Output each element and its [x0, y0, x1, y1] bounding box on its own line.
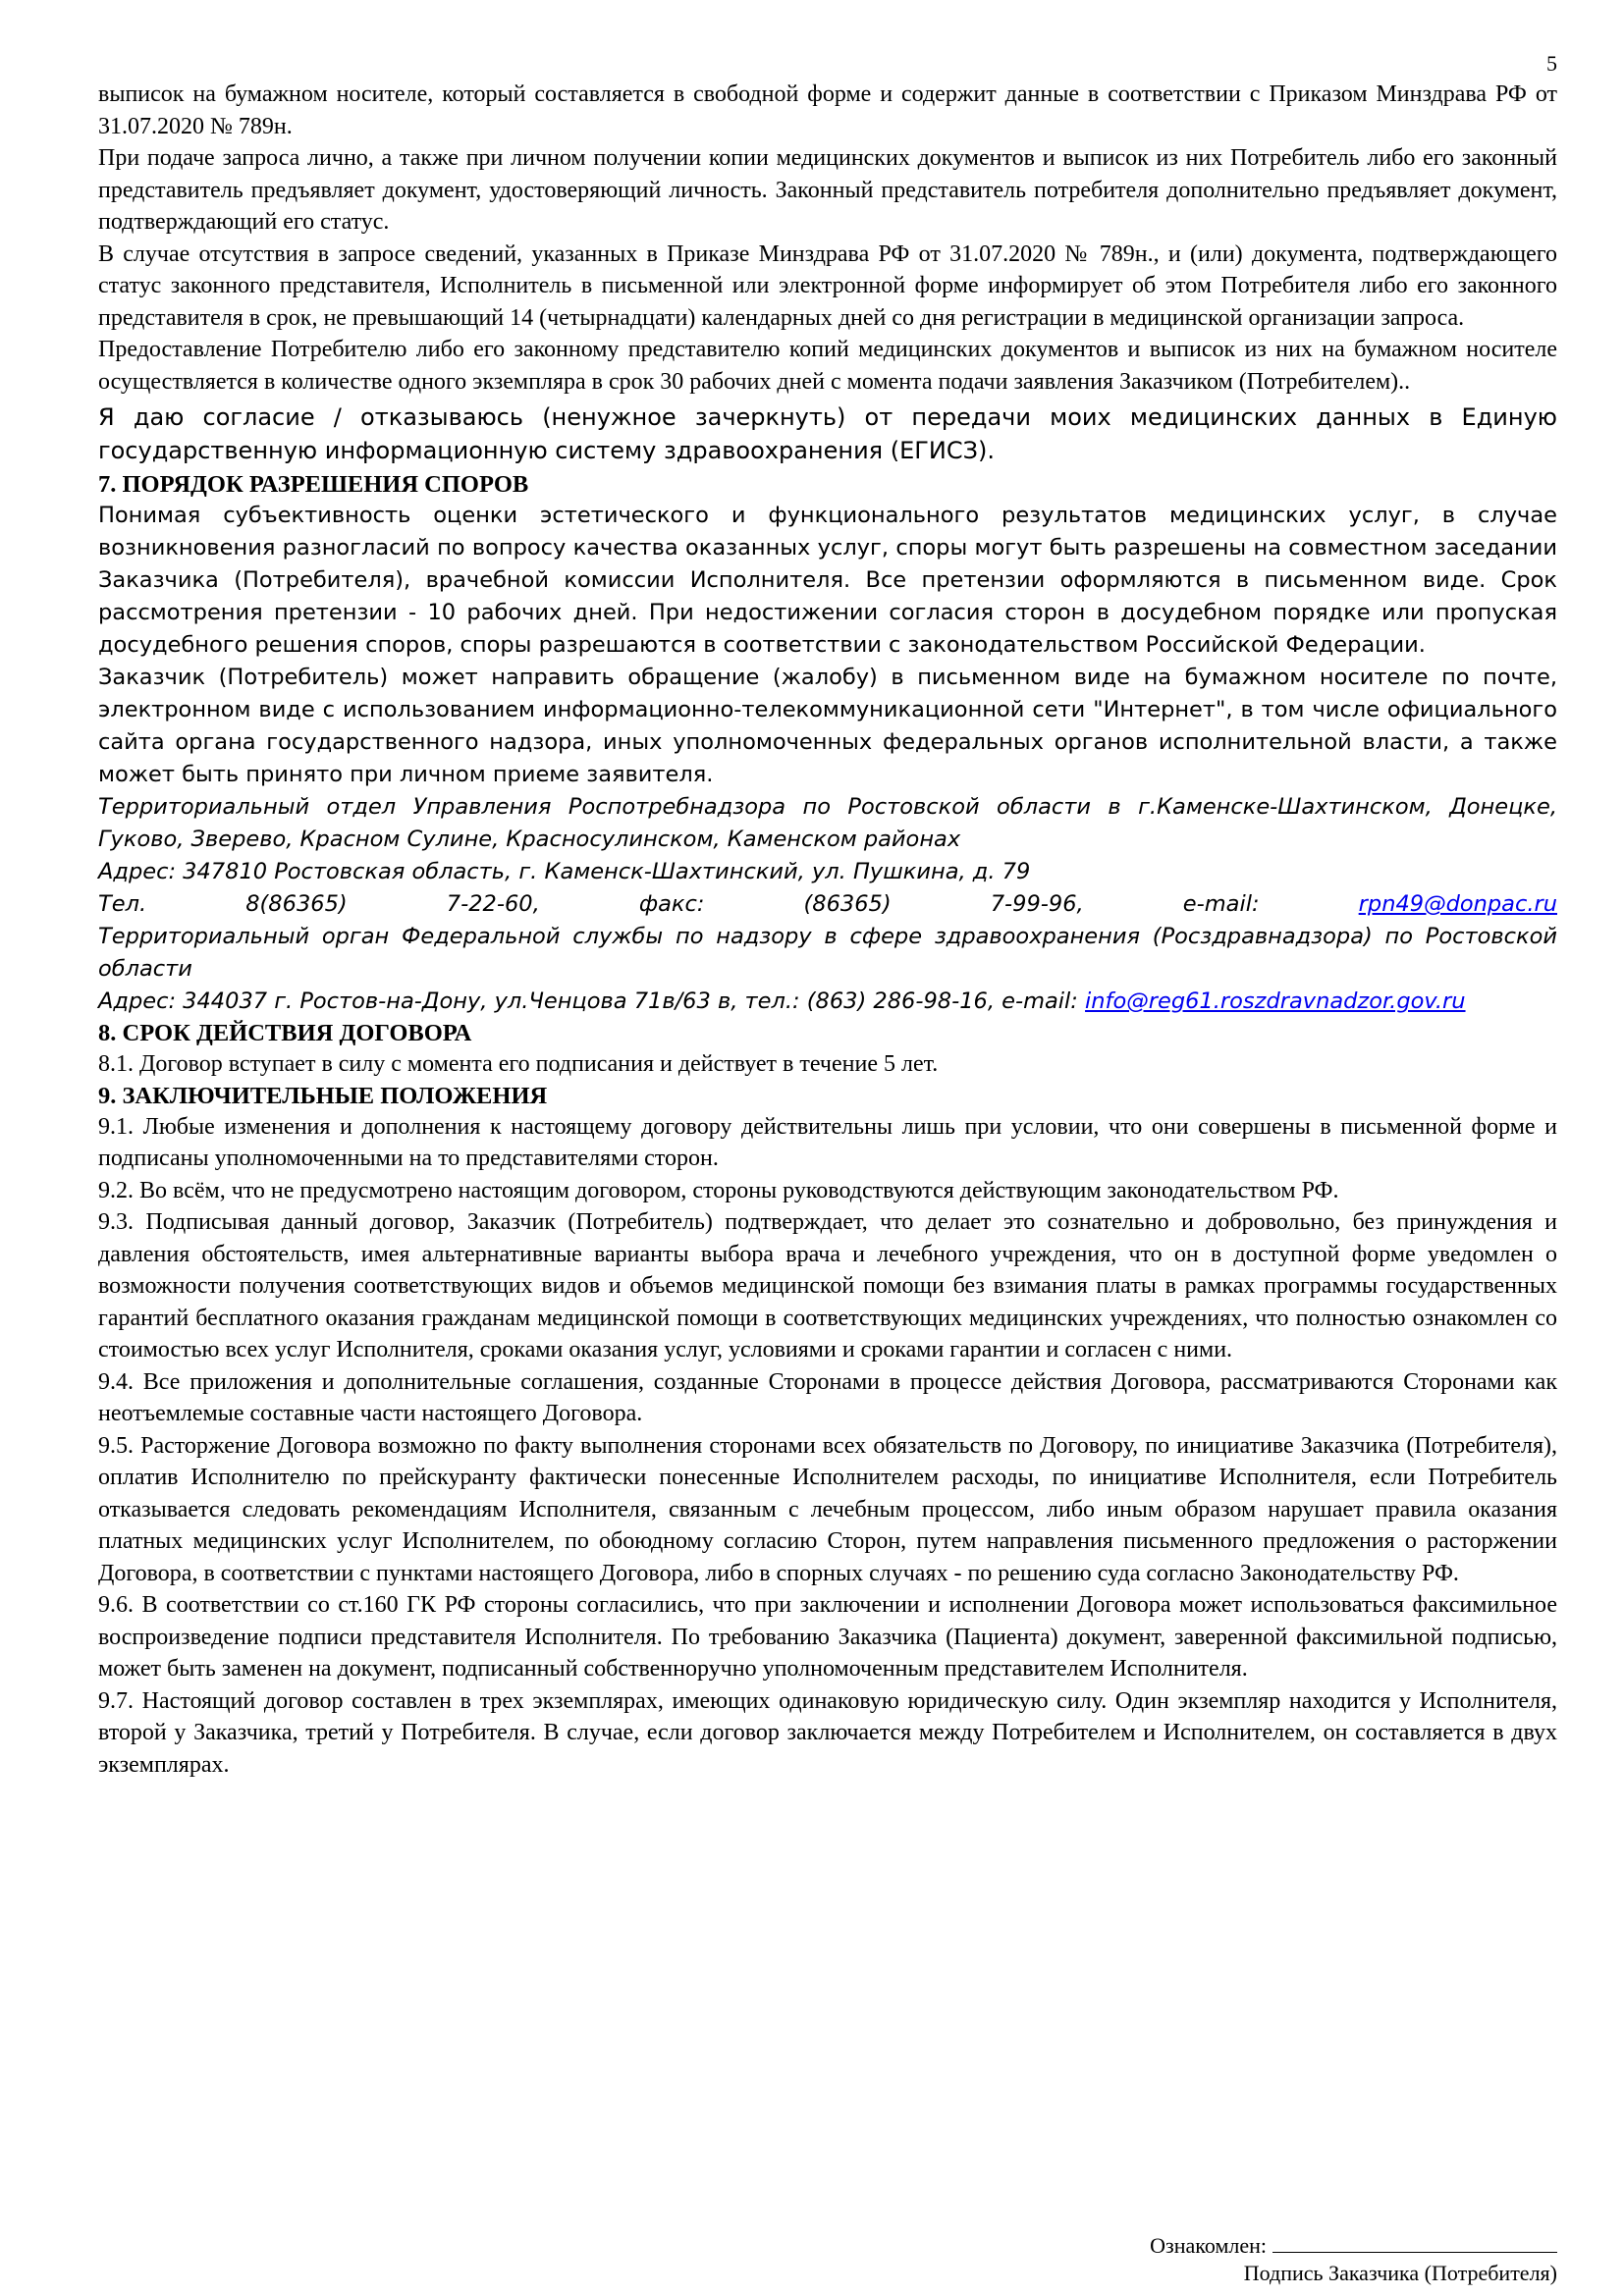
org2-address-line — [98, 986, 1557, 1018]
contact-token: факс: — [638, 891, 705, 917]
org1-email-link[interactable]: rpn49@donpac.ru — [1358, 891, 1557, 917]
org2-address: Адрес: 344037 г. Ростов-на-Дону, ул.Ченцова 71в/63 в, тел.: (863) 286-98-16, e-mail: — [98, 988, 1086, 1014]
clause-9-2: 9.2. Во всём, что не предусмотрено настоящим договором, стороны руководствуются действующим законодательством РФ. — [98, 1177, 1339, 1203]
clause-9-4: 9.4. Все приложения и дополнительные соглашения, созданные Сторонами в процессе действия Договора, рассматриваются Сторонами как неотъемлемые составные части настоящего Договора. — [98, 1368, 1557, 1426]
signature-caption: Подпись Заказчика (Потребителя) — [1243, 2261, 1557, 2285]
paragraph: Понимая субъективность оценки эстетического и функционального результатов медицинских услуг, в случае возникновения разногласий по вопросу качества оказанных услуг, споры могут быть разрешены на совместном заседании Заказчика (Потребителя), врачебной комиссии Исполнителя. Все претензии оформляются в письменном виде. Срок рассмотрения претензии - 10 рабочих дней. При недостижении согласия сторон в досудебном порядке или пропуская досудебного решения споров, споры разрешаются в соответствии с законодательством Российской Федерации. — [98, 503, 1557, 658]
contact-token: e-mail: — [1182, 891, 1260, 917]
signature-line[interactable] — [1272, 2230, 1557, 2253]
org2-email-link[interactable]: info@reg61.roszdravnadzor.gov.ru — [1085, 988, 1466, 1014]
org2-name: Территориальный орган Федеральной службы по надзору в сфере здравоохранения (Росздравнадзора) по Ростовской области — [98, 924, 1557, 982]
contact-token: 7-22-60, — [446, 891, 540, 917]
signature-label: Ознакомлен: — [1150, 2233, 1267, 2258]
contact-token: Тел. — [98, 891, 147, 917]
paragraph: В случае отсутствия в запросе сведений, указанных в Приказе Минздрава РФ от 31.07.2020 № 789н., и (или) документа, подтверждающего статус законного представителя, Исполнитель в письменной или электронной форме информирует об этом Потребителя либо его законного представителя в срок, не превышающий 14 (четырнадцати) календарных дней со дня регистрации в медицинской организации запроса. — [98, 240, 1557, 331]
contact-token: 8(86365) — [245, 891, 348, 917]
section-9-heading: 9. ЗАКЛЮЧИТЕЛЬНЫЕ ПОЛОЖЕНИЯ — [98, 1082, 548, 1109]
paragraph: 8.1. Договор вступает в силу с момента его подписания и действует в течение 5 лет. — [98, 1051, 939, 1077]
document-body — [98, 79, 1557, 1781]
clause-9-6: 9.6. В соответствии со ст.160 ГК РФ стороны согласились, что при заключении и исполнении Договора может использоваться факсимильное воспроизведение подписи представителя Исполнителя. По требованию Заказчика (Пациента) документ, заверенной факсимильной подписью, может быть заменен на документ, подписанный собственноручно уполномоченным представителем Исполнителя. — [98, 1592, 1557, 1682]
signature-block — [1150, 2230, 1557, 2287]
paragraph: Заказчик (Потребитель) может направить обращение (жалобу) в письменном виде на бумажном носителе по почте, электронном виде с использованием информационно-телекоммуникационной сети "Интернет", в том числе официального сайта органа государственного надзора, иных уполномоченных федеральных органов исполнительной власти, а также может быть принято при личном приеме заявителя. — [98, 665, 1557, 787]
page-number: 5 — [1546, 51, 1557, 76]
section-8-heading: 8. СРОК ДЕЙСТВИЯ ДОГОВОРА — [98, 1020, 472, 1046]
org1-name: Территориальный отдел Управления Роспотребнадзора по Ростовской области в г.Каменске-Шахтинском, Донецке, Гуково, Зверево, Красном Сулине, Красносулинском, Каменском районах — [98, 794, 1557, 852]
clause-9-5: 9.5. Расторжение Договора возможно по факту выполнения сторонами всех обязательств по Договору, по инициативе Заказчика (Потребителя), оплатив Исполнителю по прейскуранту фактически понесенные Исполнителем расходы, по инициативе Исполнителя, если Потребитель отказывается следовать рекомендациям Исполнителя, связанным с лечебным процессом, либо иным образом нарушает правила оказания платных медицинских услуг Исполнителем, по обоюдному согласию Сторон, путем направления письменного предложения о расторжении Договора, в соответствии с пунктами настоящего Договора, либо в спорных случаях - по решению суда согласно Законодательству РФ. — [98, 1432, 1557, 1586]
paragraph: выписок на бумажном носителе, который составляется в свободной форме и содержит данные в соответствии с Приказом Минздрава РФ от 31.07.2020 № 789н. — [98, 81, 1557, 139]
signature-row — [1150, 2230, 1557, 2260]
clause-9-3: 9.3. Подписывая данный договор, Заказчик (Потребитель) подтверждает, что делает это сознательно и добровольно, без принуждения и давления обстоятельств, имея альтернативные варианты выбора врача и лечебного учреждения, что он в доступной форме уведомлен о возможности получения соответствующих видов и объемов медицинской помощи без взимания платы в рамках программы государственных гарантий бесплатного оказания гражданам медицинской помощи в соответствующих медицинских учреждениях, что полностью ознакомлен со стоимостью всех услуг Исполнителя, сроками оказания услуг, условиями и сроками гарантии и согласен с ними. — [98, 1209, 1557, 1362]
contact-token: (86365) — [803, 891, 892, 917]
contact-token: 7-99-96, — [990, 891, 1084, 917]
clause-9-1: 9.1. Любые изменения и дополнения к настоящему договору действительны лишь при условии, что они совершены в письменной форме и подписаны уполномоченными на то представителями сторон. — [98, 1113, 1557, 1171]
org1-contacts — [98, 888, 1557, 921]
clause-9-7: 9.7. Настоящий договор составлен в трех экземплярах, имеющих одинаковую юридическую силу. Один экземпляр находится у Исполнителя, второй у Заказчика, третий у Потребителя. В случае, если договор заключается между Потребителем и Исполнителем, он составляется в двух экземплярах. — [98, 1687, 1557, 1778]
org1-address: Адрес: 347810 Ростовская область, г. Каменск-Шахтинский, ул. Пушкина, д. 79 — [98, 859, 1031, 884]
egisz-consent-statement: Я даю согласие / отказываюсь (ненужное зачеркнуть) от передачи моих медицинских данных в Единую государственную информационную систему здравоохранения (ЕГИСЗ). — [98, 403, 1557, 464]
paragraph: Предоставление Потребителю либо его законному представителю копий медицинских документов и выписок из них на бумажном носителе осуществляется в количестве одного экземпляра в срок 30 рабочих дней с момента подачи заявления Заказчиком (Потребителем).. — [98, 337, 1557, 395]
section-7-heading: 7. ПОРЯДОК РАЗРЕШЕНИЯ СПОРОВ — [98, 471, 529, 498]
paragraph: При подаче запроса лично, а также при личном получении копии медицинских документов и выписок из них Потребитель либо его законный представитель предъявляет документ, удостоверяющий личность. Законный представитель потребителя дополнительно предъявляет документ, подтверждающий его статус. — [98, 145, 1557, 235]
